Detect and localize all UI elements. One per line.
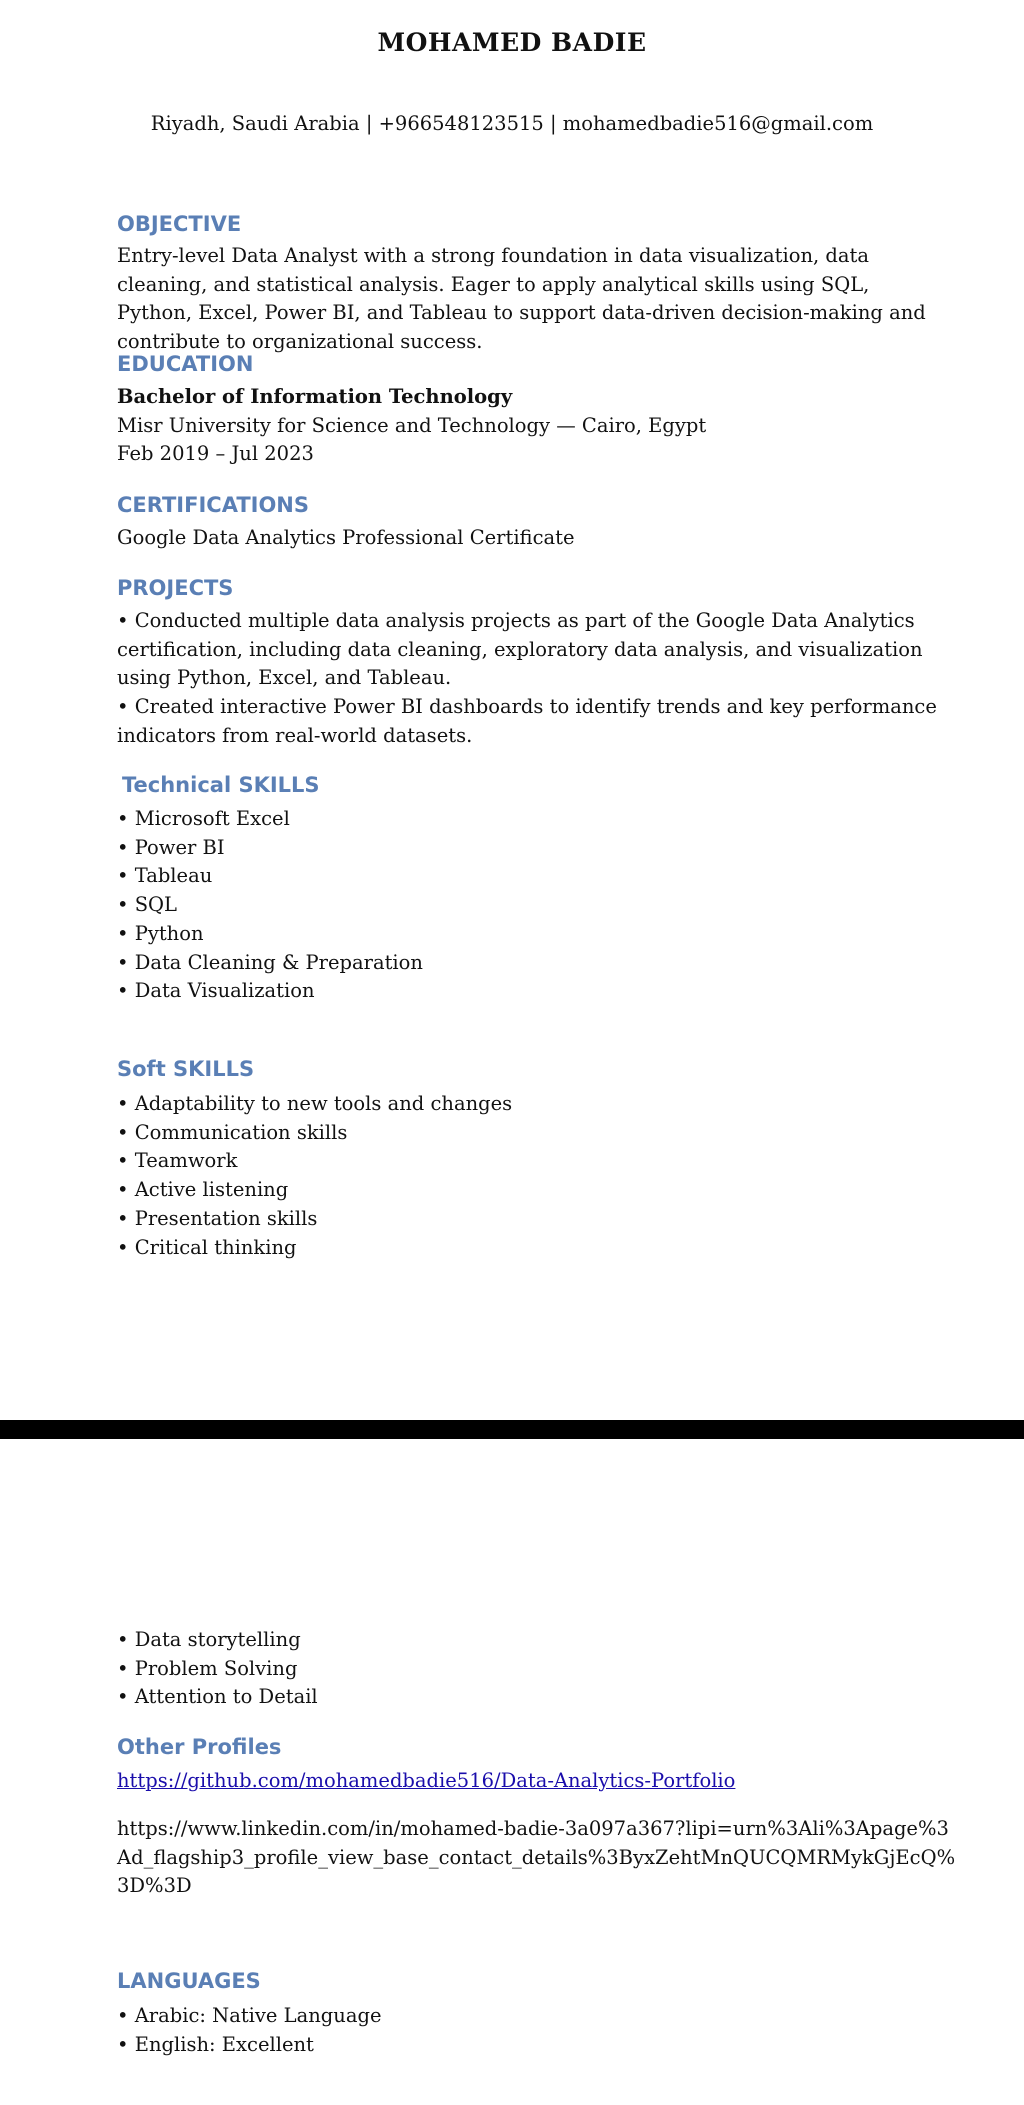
soft-skill-item: • Presentation skills	[117, 1205, 937, 1234]
technical-skill-item: • Data Visualization	[117, 977, 937, 1006]
education-dates: Feb 2019 – Jul 2023	[117, 442, 314, 466]
soft-skill-item: • Active listening	[117, 1176, 937, 1205]
certification-item: Google Data Analytics Professional Certificate	[117, 526, 575, 549]
technical-skill-item: • Python	[117, 920, 937, 949]
language-item: • Arabic: Native Language	[117, 2002, 937, 2031]
soft-skill-item: • Attention to Detail	[117, 1683, 937, 1712]
project-item: • Conducted multiple data analysis projects as part of the Google Data Analytics certification, including data cleaning, exploratory data analysis, and visualization using Python, Excel, and Tableau.	[117, 607, 937, 693]
soft-skills-list-continued	[117, 1626, 937, 1712]
resume-page-2	[0, 1439, 1024, 2105]
contact-line: Riyadh, Saudi Arabia | +966548123515 | mohamedbadie516@gmail.com	[150, 112, 874, 135]
technical-skills-heading: Technical SKILLS	[122, 773, 320, 797]
certifications-heading: CERTIFICATIONS	[117, 493, 310, 517]
soft-skill-item: • Teamwork	[117, 1147, 937, 1176]
other-profiles-heading: Other Profiles	[117, 1735, 282, 1759]
education-heading: EDUCATION	[117, 352, 254, 376]
linkedin-url: https://www.linkedin.com/in/mohamed-badie-3a097a367?lipi=urn%3Ali%3Apage%3Ad_flagship3_profile_view_base_contact_details%3ByxZehtMnQUCQMRMykGjEcQ%3D%3D	[117, 1817, 956, 1898]
soft-skill-item: • Communication skills	[117, 1119, 937, 1148]
page-break-divider	[0, 1420, 1024, 1439]
technical-skill-item: • Power BI	[117, 834, 937, 863]
project-item: • Created interactive Power BI dashboards to identify trends and key performance indicators from real-world datasets.	[117, 693, 937, 750]
technical-skill-item: • Data Cleaning & Preparation	[117, 949, 937, 978]
soft-skill-item: • Data storytelling	[117, 1626, 937, 1655]
technical-skill-item: • Microsoft Excel	[117, 805, 937, 834]
education-school: Misr University for Science and Technology — Cairo, Egypt	[117, 413, 707, 437]
soft-skills-list	[117, 1090, 937, 1262]
objective-text: Entry-level Data Analyst with a strong foundation in data visualization, data cleaning, and statistical analysis. Eager to apply analytical skills using SQL, Python, Excel, Power BI, and Tableau to support data-driven decision-making and contribute to organizational success.	[117, 244, 926, 353]
objective-heading: OBJECTIVE	[117, 212, 242, 236]
technical-skills-list	[117, 805, 937, 1006]
candidate-name: MOHAMED BADIE	[377, 28, 647, 57]
language-item: • English: Excellent	[117, 2031, 937, 2060]
soft-skills-heading: Soft SKILLS	[117, 1057, 255, 1081]
soft-skill-item: • Critical thinking	[117, 1234, 937, 1263]
languages-heading: LANGUAGES	[117, 1969, 261, 1993]
technical-skill-item: • SQL	[117, 891, 937, 920]
technical-skill-item: • Tableau	[117, 862, 937, 891]
soft-skill-item: • Problem Solving	[117, 1655, 937, 1684]
projects-list	[117, 607, 937, 751]
education-degree: Bachelor of Information Technology	[117, 385, 513, 408]
education-block	[117, 383, 947, 469]
projects-heading: PROJECTS	[117, 576, 234, 600]
github-link[interactable]: https://github.com/mohamedbadie516/Data-Analytics-Portfolio	[117, 1769, 736, 1792]
soft-skill-item: • Adaptability to new tools and changes	[117, 1090, 937, 1119]
languages-list	[117, 2002, 937, 2059]
